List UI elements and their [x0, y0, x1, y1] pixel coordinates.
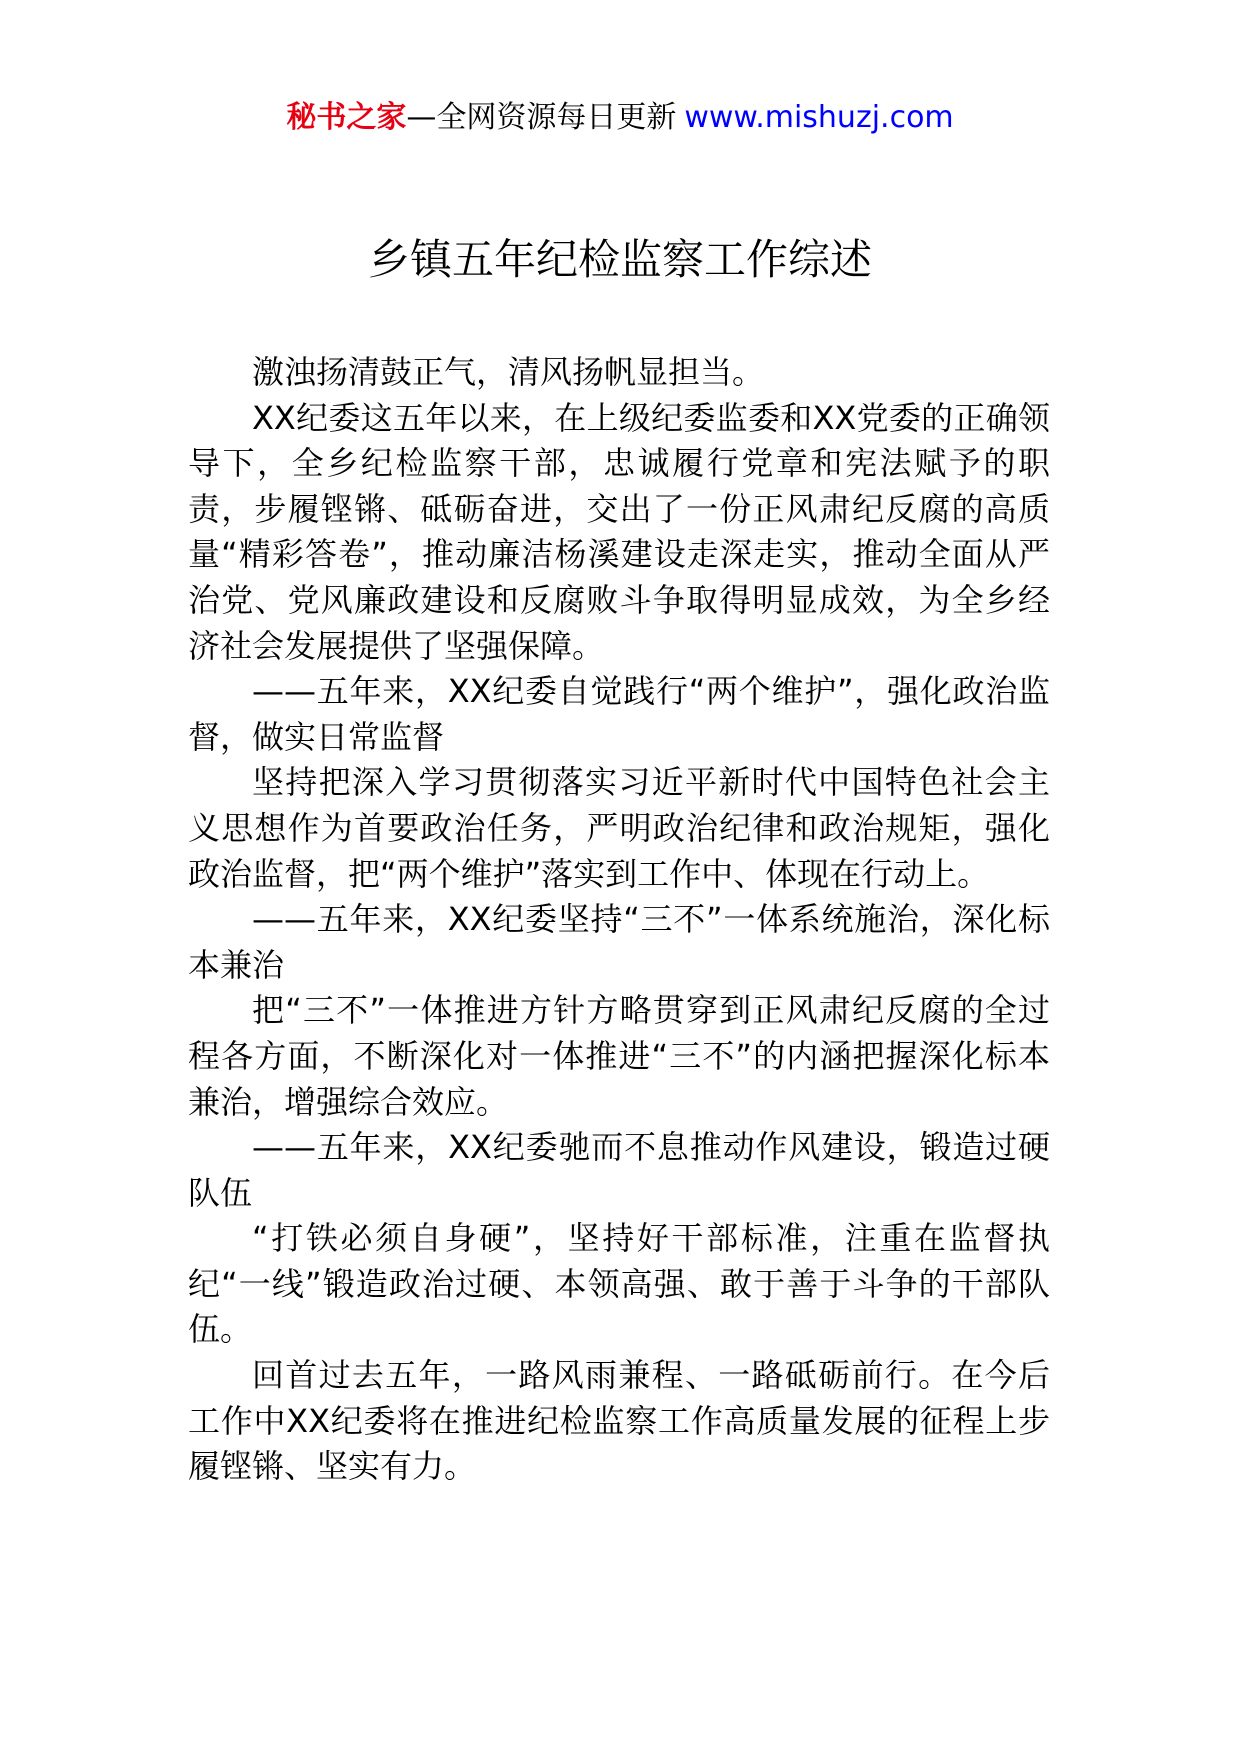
- site-header: [0, 98, 1240, 138]
- section-heading-political-supervision: ——五年来，XX纪委自觉践行“两个维护”，强化政治监督，做实日常监督: [188, 672, 1050, 756]
- document-body: [188, 350, 1050, 1490]
- header-tagline: —全网资源每日更新: [406, 100, 677, 135]
- paragraph-intro: 激浊扬清鼓正气，清风扬帆显担当。: [252, 353, 765, 391]
- section-heading-work-style: ——五年来，XX纪委驰而不息推动作风建设，锻造过硬队伍: [188, 1128, 1050, 1212]
- paragraph-work-style: “打铁必须自身硬”，坚持好干部标准，注重在监督执纪“一线”锻造政治过硬、本领高强、敢于善于斗争的干部队伍。: [188, 1219, 1050, 1349]
- section-heading-three-nots: ——五年来，XX纪委坚持“三不”一体系统施治，深化标本兼治: [188, 900, 1050, 984]
- document-title: 乡镇五年纪检监察工作综述: [367, 235, 872, 284]
- paragraph-summary: XX纪委这五年以来，在上级纪委监委和XX党委的正确领导下，全乡纪检监察干部，忠诚履行党章和宪法赋予的职责，步履铿锵、砥砺奋进，交出了一份正风肃纪反腐的高质量“精彩答卷”，推动廉洁杨溪建设走深走实，推动全面从严治党、党风廉政建设和反腐败斗争取得明显成效，为全乡经济社会发展提供了坚强保障。: [188, 398, 1050, 665]
- paragraph-political-supervision: 坚持把深入学习贯彻落实习近平新时代中国特色社会主义思想作为首要政治任务，严明政治纪律和政治规矩，强化政治监督，把“两个维护”落实到工作中、体现在行动上。: [188, 763, 1050, 893]
- site-url-link[interactable]: www.mishuzj.com: [684, 100, 954, 135]
- brand-name: 秘书之家: [286, 100, 407, 135]
- paragraph-three-nots: 把“三不”一体推进方针方略贯穿到正风肃纪反腐的全过程各方面，不断深化对一体推进“三不”的内涵把握深化标本兼治，增强综合效应。: [188, 991, 1050, 1121]
- paragraph-conclusion: 回首过去五年，一路风雨兼程、一路砥砺前行。在今后工作中XX纪委将在推进纪检监察工作高质量发展的征程上步履铿锵、坚实有力。: [188, 1356, 1050, 1486]
